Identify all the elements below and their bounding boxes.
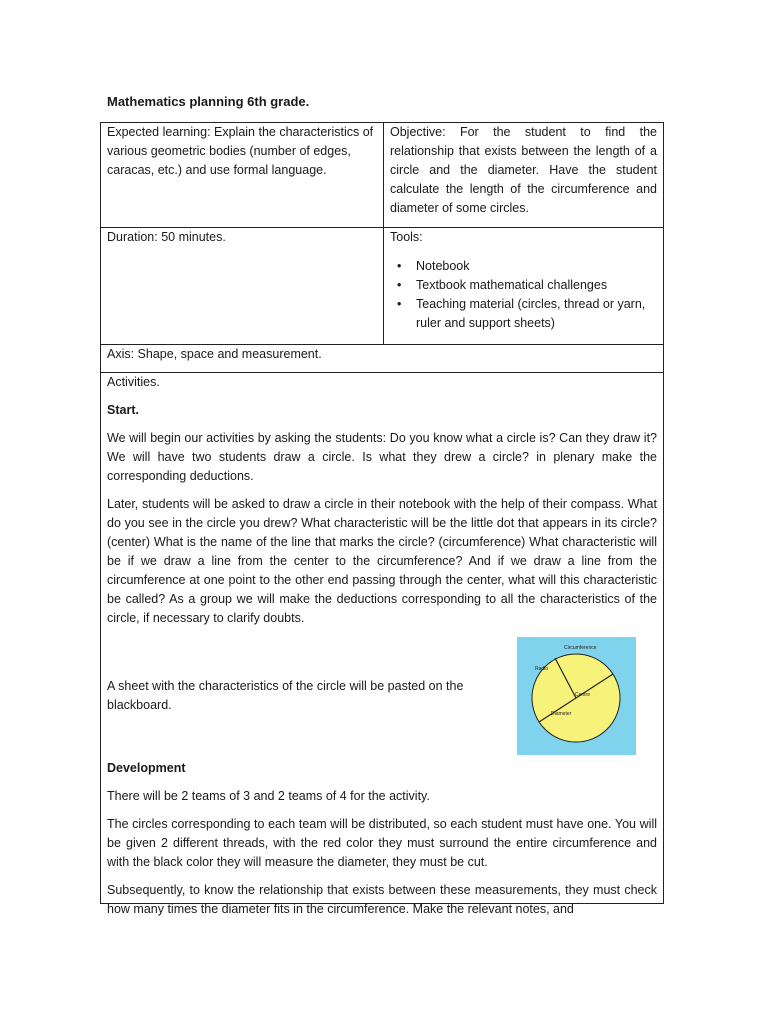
- tools-cell: [384, 228, 664, 345]
- duration-cell: [101, 228, 384, 345]
- tools-label: Tools:: [390, 230, 423, 244]
- activities-cell: [101, 373, 664, 916]
- development-heading: Development: [107, 761, 186, 775]
- tools-list: [390, 257, 657, 333]
- activities-label: Activities.: [107, 375, 160, 389]
- circumference-label: Circumference: [564, 645, 597, 651]
- start-paragraph-1: We will begin our activities by asking the students: Do you know what a circle is? Can they draw it? We will have two students draw a circle. Is what they drew a circle? in plenary make the corresponding deductions.: [107, 431, 657, 483]
- table-row: [101, 123, 664, 228]
- start-paragraph-2: Later, students will be asked to draw a circle in their notebook with the help of their compass. What do you see in the circle you drew? What characteristic will be the little dot that appears in its circle? (center) What is the name of the line that marks the circle? (circumference) What characteristic will be if we draw a line from the center to the circumference? And if we draw a line from the circumference at one point to the other end passing through the center, what will this characteristic be called? As a group we will make the deductions corresponding to all the characteristics of the circle, if necessary to clarify doubts.: [107, 497, 657, 625]
- table-row: [101, 345, 664, 373]
- objective-text: Objective: For the student to find the relationship that exists between the length of a circle and the diameter. Have the student calculate the length of the circumference and diameter of some circles.: [390, 125, 657, 215]
- centre-label: Centre: [575, 692, 591, 698]
- list-item: • Teaching material (circles, thread or yarn, ruler and support sheets): [416, 295, 657, 333]
- page-title: Mathematics planning 6th grade.: [107, 94, 310, 109]
- list-item: • Textbook mathematical challenges: [416, 276, 657, 295]
- activities-content: [107, 373, 657, 916]
- table-row: [101, 228, 664, 345]
- start-heading: Start.: [107, 403, 139, 417]
- radio-label: Radio: [535, 666, 549, 672]
- table-row: [101, 373, 664, 904]
- expected-learning-text: Expected learning: Explain the characteristics of various geometric bodies (number of edges, caracas, etc.) and use formal language.: [107, 125, 374, 177]
- expected-learning-cell: [101, 123, 384, 228]
- sheet-section: [107, 637, 657, 747]
- circle-diagram: [517, 637, 636, 755]
- objective-cell: [384, 123, 664, 228]
- development-paragraph-3: Subsequently, to know the relationship that exists between these measurements, they must check how many times the diameter fits in the circumference. Make the relevant notes, and: [107, 883, 657, 916]
- list-item: • Notebook: [416, 257, 657, 276]
- duration-text: Duration: 50 minutes.: [107, 230, 226, 244]
- diameter-label: Diameter: [551, 711, 572, 717]
- development-paragraph-1: There will be 2 teams of 3 and 2 teams of 4 for the activity.: [107, 789, 430, 803]
- development-paragraph-2: The circles corresponding to each team will be distributed, so each student must have one. You will be given 2 different threads, with the red color they must surround the entire circumference and with the black color they will measure the diameter, they must be cut.: [107, 817, 657, 869]
- axis-cell: [101, 345, 664, 373]
- planning-table: [100, 122, 664, 916]
- sheet-text: A sheet with the characteristics of the circle will be pasted on the blackboard.: [107, 679, 464, 712]
- axis-text: Axis: Shape, space and measurement.: [107, 347, 322, 361]
